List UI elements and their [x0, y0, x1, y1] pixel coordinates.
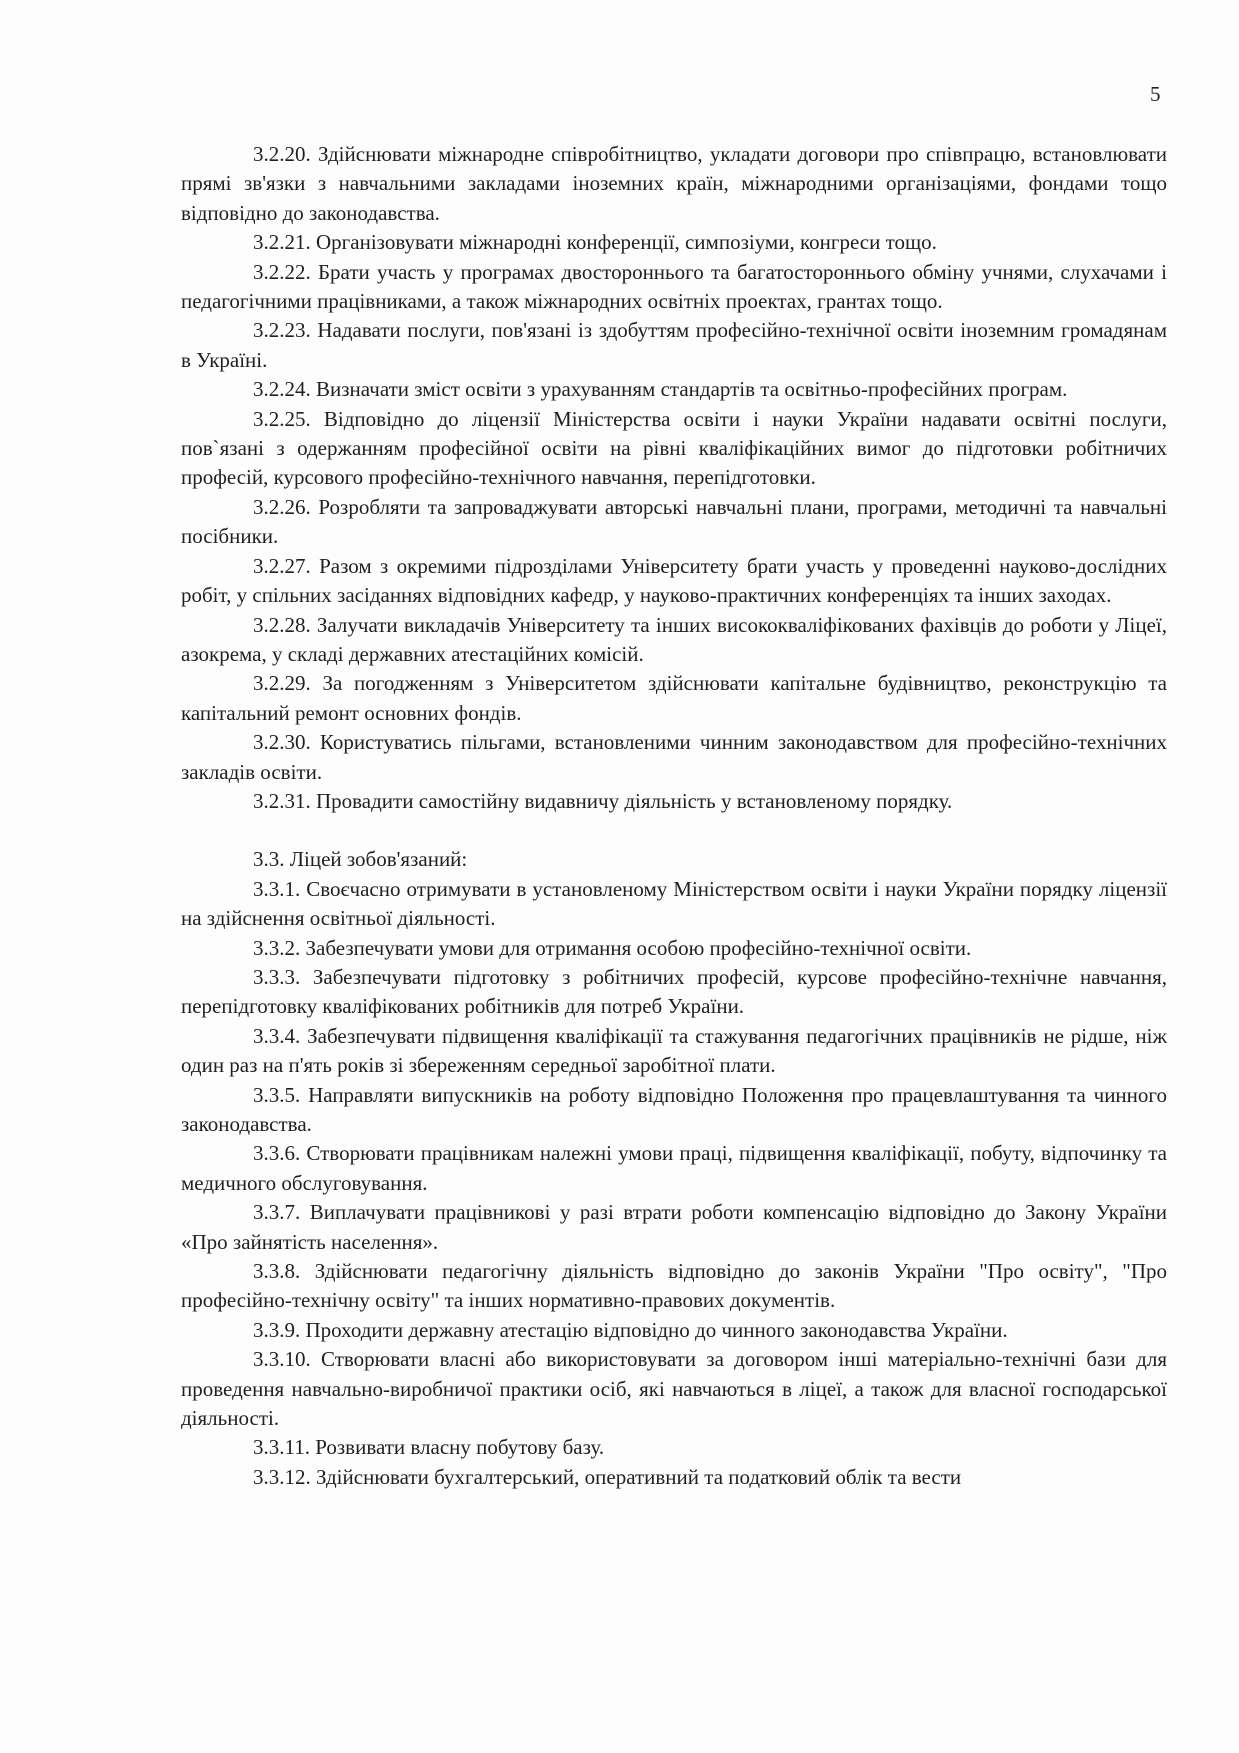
paragraph-3-3-11: 3.3.11. Розвивати власну побутову базу.	[253, 1435, 605, 1460]
paragraph-3-3-4: 3.3.4. Забезпечувати підвищення кваліфікації та стажування педагогічних працівників не рідше, ніж один раз на п'ять років зі збереженням середньої заробітної плати.	[181, 1023, 1167, 1078]
paragraph-3-2-30: 3.2.30. Користуватись пільгами, встановленими чинним законодавством для професійно-технічних закладів освіти.	[181, 730, 1167, 784]
section-heading-3-3: 3.3. Ліцей зобов'язаний:	[253, 847, 468, 872]
page-number: 5	[1150, 82, 1161, 106]
paragraph-3-3-2: 3.3.2. Забезпечувати умови для отримання особою професійно-технічної освіти.	[253, 935, 972, 960]
paragraph-3-3-12: 3.3.12. Здійснювати бухгалтерський, оперативний та податковий облік та вести	[253, 1464, 962, 1489]
paragraph-3-2-27: 3.2.27. Разом з окремими підрозділами Університету брати участь у проведенні науково-дослідних робіт, у спільних засіданнях відповідних кафедр, у науково-практичних конференціях та інших заходах.	[181, 553, 1167, 608]
paragraph-3-3-9: 3.3.9. Проходити державну атестацію відповідно до чинного законодавства України.	[253, 1317, 1008, 1342]
paragraph-3-2-20: 3.2.20. Здійснювати міжнародне співробітництво, укладати договори про співпрацю, встановлювати прямі зв'язки з навчальними закладами іноземних країн, міжнародними організаціями, фондами тощо відповідно до законодавства.	[181, 142, 1167, 225]
paragraph-3-3-5: 3.3.5. Направляти випускників на роботу відповідно Положення про працевлаштування та чинного законодавства.	[181, 1082, 1167, 1136]
paragraph-3-3-10: 3.3.10. Створювати власні або використовувати за договором інші матеріально-технічні бази для проведення навчально-виробничої практики осіб, які навчаються в ліцеї, а також для власної господарської діяльності.	[181, 1347, 1167, 1431]
paragraph-3-3-1: 3.3.1. Своєчасно отримувати в установленому Міністерством освіти і науки України порядку ліцензії на здійснення освітньої діяльності.	[181, 876, 1167, 931]
paragraph-3-2-29: 3.2.29. За погодженням з Університетом здійснювати капітальне будівництво, реконструкцію та капітальний ремонт основних фондів.	[181, 671, 1167, 725]
paragraph-3-3-7: 3.3.7. Виплачувати працівникові у разі втрати роботи компенсацію відповідно до Закону України «Про зайнятість населення».	[181, 1200, 1167, 1254]
paragraph-3-2-26: 3.2.26. Розробляти та запроваджувати авторські навчальні плани, програми, методичні та навчальні посібники.	[181, 494, 1167, 549]
section-gap	[181, 816, 1167, 845]
paragraph-3-2-22: 3.2.22. Брати участь у програмах двостороннього та багатостороннього обміну учнями, слухачами і педагогічними працівниками, а також міжнародних освітніх проектах, грантах тощо.	[181, 259, 1167, 314]
paragraph-3-3-3: 3.3.3. Забезпечувати підготовку з робітничих професій, курсове професійно-технічне навчання, перепідготовку кваліфікованих робітників для потреб України.	[181, 964, 1167, 1019]
paragraph-3-2-28: 3.2.28. Залучати викладачів Університету та інших висококваліфікованих фахівців до роботи у Ліцеї, азокрема, у складі державних атестаційних комісій.	[181, 612, 1167, 666]
document-body	[181, 140, 1167, 1492]
paragraph-3-2-31: 3.2.31. Провадити самостійну видавничу діяльність у встановленому порядку.	[253, 788, 953, 813]
paragraph-3-3-8: 3.3.8. Здійснювати педагогічну діяльність відповідно до законів України "Про освіту", "Про професійно-технічну освіту" та інших нормативно-правових документів.	[181, 1259, 1167, 1313]
paragraph-3-3-6: 3.3.6. Створювати працівникам належні умови праці, підвищення кваліфікації, побуту, відпочинку та медичного обслуговування.	[181, 1141, 1167, 1195]
paragraph-3-2-21: 3.2.21. Організовувати міжнародні конференції, симпозіуми, конгреси тощо.	[253, 230, 937, 255]
paragraph-3-2-24: 3.2.24. Визначати зміст освіти з урахуванням стандартів та освітньо-професійних програм.	[253, 377, 1068, 402]
paragraph-3-2-25: 3.2.25. Відповідно до ліцензії Міністерства освіти і науки України надавати освітні послуги, пов`язані з одержанням професійної освіти на рівні кваліфікаційних вимог до підготовки робітничих професій, курсового професійно-технічного навчання, перепідготовки.	[181, 406, 1167, 490]
paragraph-3-2-23: 3.2.23. Надавати послуги, пов'язані із здобуттям професійно-технічної освіти іноземним громадянам в Україні.	[181, 318, 1167, 372]
